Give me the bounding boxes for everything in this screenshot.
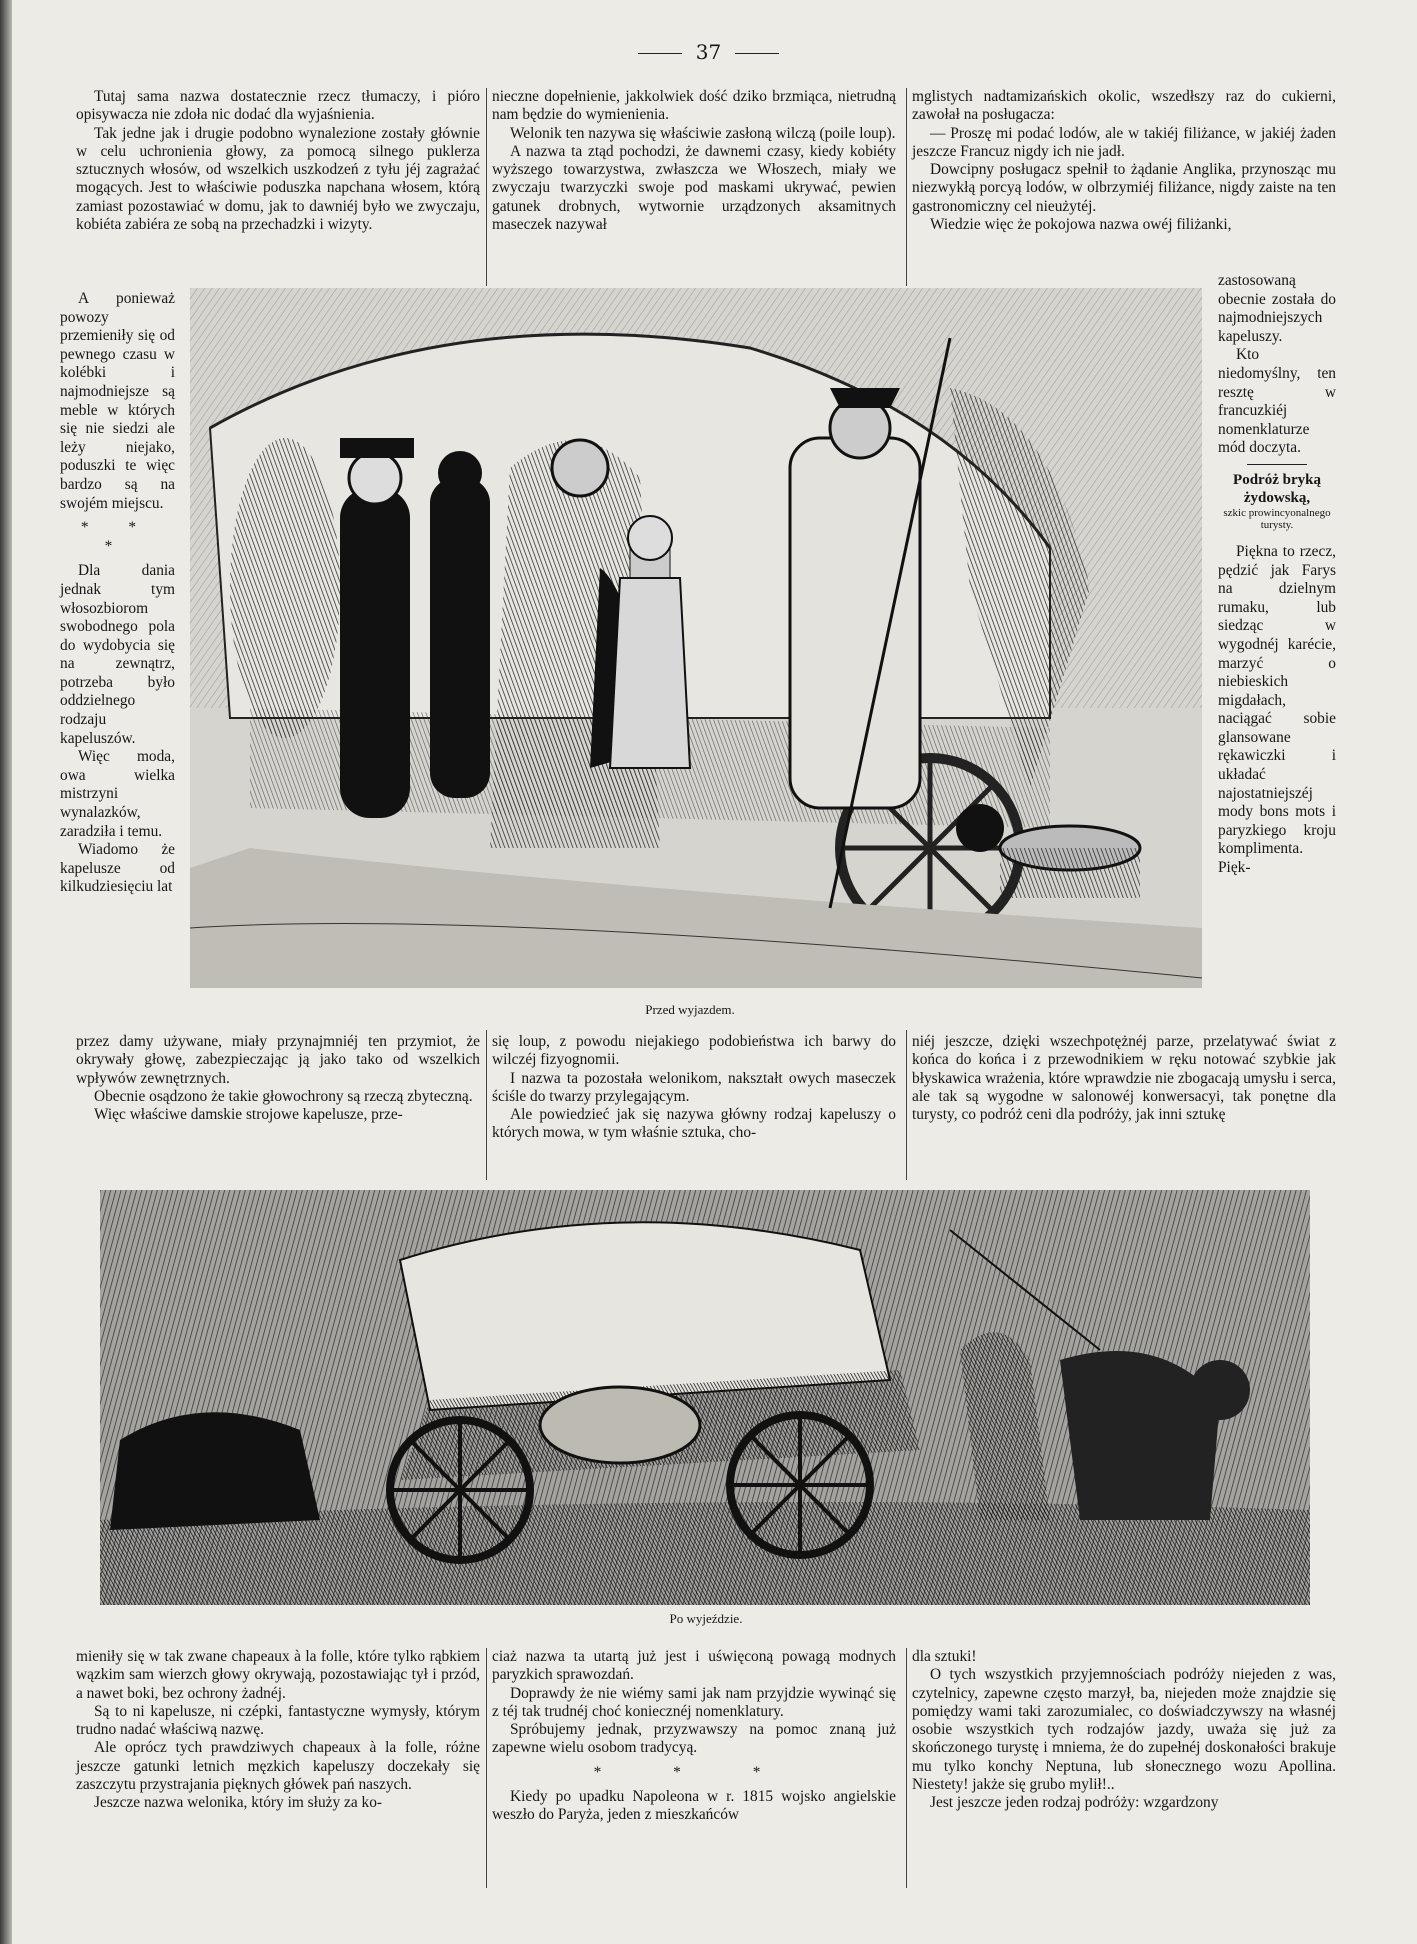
paragraph: Wiadomo że kapelusze od kilkudziesięciu lat bbox=[60, 841, 175, 896]
paragraph: Ale oprócz tych prawdziwych chapeaux à la folle, różne jeszcze gatunki letnich męzkich kapeluszy doczekały się zaszczytu przystrajania pięknych główek pań naszych. bbox=[76, 1739, 480, 1794]
paragraph: Dla dania jednak tym włosozbiorom swobodnego pola do wydobycia się na zewnątrz, potrzeba było oddzielnego rodzaju kapeluszów. bbox=[60, 562, 175, 747]
paragraph: się loup, z powodu niejakiego podobieństwa ich barwy do wilczéj fizyognomii. bbox=[492, 1033, 896, 1069]
paragraph: Ale powiedzieć jak się nazywa główny rodzaj kapeluszy o których mowa, w tym właśnie sztuka, cho- bbox=[492, 1106, 896, 1142]
paragraph: A nazwa ta ztąd pochodzi, że dawnemi czasy, kiedy kobiéty wyższego towarzystwa, zwłaszcza we Włoszech, miały we zwyczaju twarzyczki swoje pod maskami ukrywać, pewien gatunek drobnych, wytwornie urządzonych aksamitnych maseczek nazywał bbox=[492, 142, 896, 234]
section-title: Podróż bryką żydowską, bbox=[1233, 471, 1321, 506]
column-divider bbox=[906, 1030, 907, 1180]
paragraph: Tak jedne jak i drugie podobno wynalezione zostały głównie w celu uchronienia głowy, za pomocą silnego puklerza sztucznych włosów, od wszelkich uszkodzeń z tyłu jéj zagrażać mogących. Jest to właściwie poduszka napchana włosem, którą zamiast pozostawiać w domu, jak to dawniéj było we zwyczaju, kobiéta zabiéra ze sobą na przechadzki i wizyty. bbox=[76, 124, 480, 234]
paragraph: nieczne dopełnienie, jakkolwiek dość dziko brzmiąca, nietrudną nam będzie do wymienienia. bbox=[492, 88, 896, 124]
paragraph: mieniły się w tak zwane chapeaux à la folle, które tylko rąbkiem wązkim sam wierzch głowy okrywają, pozostawiając tył i przód, a nawet boki, bez ochrony żadnéj. bbox=[76, 1648, 480, 1702]
bottom-col2-text bbox=[492, 1648, 896, 1825]
col1-top-text bbox=[76, 88, 480, 234]
paragraph: A ponieważ powozy przemieniły się od pewnego czasu w kolébki i najmodniejsze są meble w których się nie siedzi ale leży niejako, poduszki te więc bardzo są na swojém miejscu. bbox=[60, 290, 175, 512]
section-subtitle: szkic prowincyonalnego turysty. bbox=[1223, 506, 1331, 531]
paragraph: Więc właściwe damskie strojowe kapelusze, prze- bbox=[94, 1106, 403, 1124]
section-rule bbox=[1247, 464, 1307, 465]
paragraph: — Proszę mi podać lodów, ale w takiéj filiżance, w jakiéj żaden jeszcze Francuz nigdy ich nie jadł. bbox=[912, 124, 1336, 160]
paragraph: zastosowaną obecnie została do najmodniejszych kapeluszy. bbox=[1218, 272, 1336, 345]
section-stars: * * * bbox=[80, 519, 155, 555]
section-stars: * * * bbox=[593, 1763, 795, 1781]
column-divider bbox=[906, 88, 907, 286]
bottom-col3-text bbox=[912, 1648, 1336, 1813]
page-number: 37 bbox=[0, 40, 1417, 64]
paragraph: niéj jeszcze, dzięki wszechpotężnéj parze, przelatywać świat z końca do końca i z przewodnikiem w ręku notować szybkie jak błyskawica wrażenia, które wprawdzie nie zbogacają umysłu i serca, ale tak są wygodne w salonowéj konwersacyi, tak ponętne dla turysty, co podróż ceni dla podróży, jak inni sztukę bbox=[912, 1033, 1336, 1124]
paragraph: przez damy używane, miały przynajmniéj ten przymiot, że okrywały głowę, zabezpieczając ją jako tako od wszelkich wpływów zewnętrznych. bbox=[76, 1033, 480, 1087]
column-divider bbox=[486, 1030, 487, 1180]
col3-top-text bbox=[912, 88, 1336, 234]
illustration-after-departure bbox=[100, 1190, 1310, 1605]
engraving-scene-travellers bbox=[190, 288, 1202, 988]
col3-bottom-text bbox=[912, 1033, 1336, 1124]
paragraph: Są to ni kapelusze, ni czépki, fantastyczne wymysły, którym trudno nadać właściwą nazwę. bbox=[76, 1702, 480, 1739]
caption-after-departure: Po wyjeździe. bbox=[669, 1611, 743, 1626]
paragraph: Więc moda, owa wielka mistrzyni wynalazków, zaradziła i temu. bbox=[60, 748, 175, 840]
col3-narrow-text bbox=[1218, 272, 1336, 878]
page-edge-shadow bbox=[0, 0, 12, 1944]
col2-top-text bbox=[492, 88, 896, 234]
page-number-dash-right bbox=[735, 53, 779, 54]
paragraph: O tych wszystkich przyjemnościach podróży niejeden z was, czytelnicy, zapewne często marzył, ba, niejeden może znajdzie się pomiędzy wami taki zarozumialec, co doświadczywszy na własnéj osobie wszystkich tych rodzajów jazdy, uważa się już za skończonego turystę i mniema, że do zupełnéj doskonałości brakuje mu tylko konchy Neptuna, lub słonecznego wozu Apollina. Niestety! jakże się grubo mylił!.. bbox=[912, 1666, 1336, 1794]
paragraph: Jeszcze nazwa welonika, który im służy za ko- bbox=[94, 1794, 383, 1812]
caption-before-departure: Przed wyjazdem. bbox=[645, 1002, 735, 1017]
paragraph: Tutaj sama nazwa dostatecznie rzecz tłumaczy, i pióro opisywacza nie zdoła nic dodać dla wyjaśnienia. bbox=[76, 88, 480, 124]
col1-narrow-text bbox=[60, 290, 175, 897]
paragraph: Jest jeszcze jeden rodzaj podróży: wzgardzony bbox=[930, 1794, 1219, 1812]
column-divider bbox=[906, 1648, 907, 1888]
page-number-dash-left bbox=[638, 53, 682, 54]
paragraph: Wiedzie więc że pokojowa nazwa owéj filiżanki, bbox=[930, 216, 1232, 234]
column-divider bbox=[486, 1648, 487, 1888]
paragraph: I nazwa ta pozostała welonikom, nakształt owych maseczek ściśle do twarzy przylegającym. bbox=[492, 1069, 896, 1105]
paragraph: Kiedy po upadku Napoleona w r. 1815 wojsko angielskie weszło do Paryża, jeden z mieszkańców bbox=[492, 1788, 896, 1824]
paragraph: dla sztuki! bbox=[912, 1648, 977, 1665]
paragraph: Doprawdy że nie wiémy sami jak nam przyjdzie wywinąć się z téj tak trudnéj choć koniecznéj nomenklatury. bbox=[492, 1684, 896, 1720]
paragraph: Welonik ten nazywa się właściwie zasłoną wilczą (poile loup). bbox=[510, 124, 896, 142]
paragraph: Piękna to rzecz, pędzić jak Farys na dzielnym rumaku, lub siedząc w wygodnéj karécie, marzyć o niebieskich migdałach, naciągać sobie glansowane rękawiczki i układać najostatniejszéj mody bons mots i paryzkiego kroju komplimenta. Pięk- bbox=[1218, 542, 1336, 877]
column-divider bbox=[486, 88, 487, 286]
col2-bottom-text bbox=[492, 1033, 896, 1143]
illustration-before-departure bbox=[190, 288, 1202, 988]
paragraph: Spróbujemy jednak, przyzwawszy na pomoc znaną już zapewne wielu osobom tradycyą. bbox=[492, 1721, 896, 1757]
col1-bottom-text bbox=[76, 1033, 480, 1124]
paragraph: Dowcipny posługacz spełnił to żądanie Anglika, przynosząc mu niezwykłą porcyą lodów, w olbrzymiéj filiżance, nigdy zaiste na ten gastronomiczny cel nieużytéj. bbox=[912, 161, 1336, 215]
paragraph: Kto niedomyślny, ten resztę w francuzkiéj nomenklaturze mód doczyta. bbox=[1218, 346, 1336, 457]
paragraph: mglistych nadtamizańskich okolic, wszedłszy raz do cukierni, zawołał na posługacza: bbox=[912, 88, 1336, 124]
paragraph: Obecnie osądzono że takie głowochrony są rzeczą zbyteczną. bbox=[94, 1087, 473, 1105]
paragraph: ciaż nazwa ta utartą już jest i uświęconą powagą modnych paryzkich sprawozdań. bbox=[492, 1648, 896, 1684]
engraving-scene-wagon bbox=[100, 1190, 1310, 1605]
bottom-col1-text bbox=[76, 1648, 480, 1813]
